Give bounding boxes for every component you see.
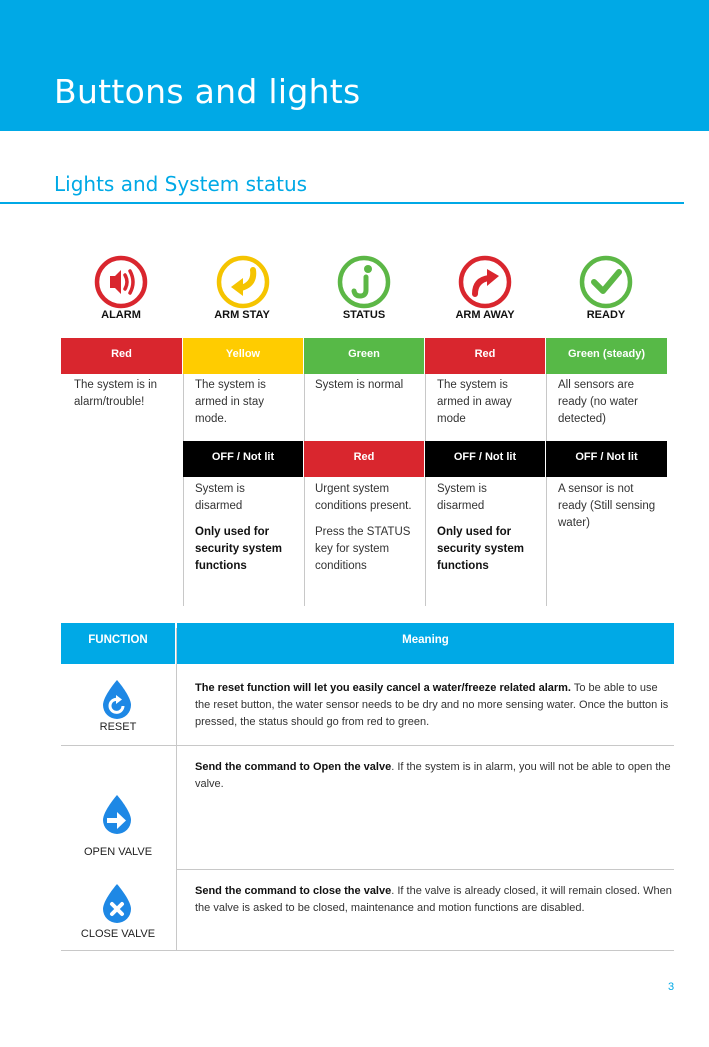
- reset-meaning-text: To be able to use the reset button, the water sensor needs to be dry and no more sensing water. Once the button is pressed, the status should go from red to green.: [195, 682, 669, 728]
- desc-text: Urgent system conditions present.: [315, 483, 412, 512]
- desc-status-green: System is normal: [315, 379, 404, 391]
- indicator-label-arm-stay: ARM STAY: [214, 309, 270, 321]
- ready-icon: [578, 254, 634, 310]
- column-divider: [183, 374, 184, 441]
- page-title: Buttons and lights: [54, 72, 361, 111]
- column-divider: [304, 374, 305, 441]
- column-divider: [425, 374, 426, 441]
- state-ready-green: Green (steady): [546, 338, 667, 374]
- row-divider: [176, 869, 674, 870]
- arm-away-icon: [457, 254, 513, 310]
- open-valve-drop-icon: [101, 794, 133, 834]
- desc-arm-stay-yellow: The system is armed in stay mode.: [195, 379, 266, 425]
- close-valve-label: CLOSE VALVE: [80, 928, 156, 940]
- section-divider: [0, 202, 684, 204]
- alarm-icon: [93, 254, 149, 310]
- open-valve-meaning: [195, 759, 675, 793]
- desc-ready-green: All sensors are ready (no water detected): [558, 379, 638, 425]
- indicator-label-alarm: ALARM: [101, 309, 141, 321]
- indicator-label-arm-away: ARM AWAY: [455, 309, 515, 321]
- close-valve-meaning: [195, 883, 675, 917]
- reset-meaning: [195, 680, 675, 731]
- indicator-label-status: STATUS: [342, 309, 386, 321]
- desc-ready-off: A sensor is not ready (Still sensing water): [558, 483, 656, 529]
- close-valve-meaning-bold: Send the command to close the valve: [195, 885, 392, 897]
- column-divider: [304, 477, 305, 606]
- desc-note: Press the STATUS key for system conditions: [315, 526, 411, 572]
- row-divider: [61, 745, 674, 746]
- state-alarm-red: Red: [61, 338, 182, 374]
- desc-arm-away-off: [437, 481, 537, 575]
- meaning-column-header: Meaning: [177, 623, 674, 664]
- arm-stay-icon: [215, 254, 271, 310]
- open-valve-meaning-text: . If the system is in alarm, you will not be able to open the valve.: [195, 761, 671, 790]
- desc-text: System is disarmed: [195, 483, 245, 512]
- close-valve-drop-icon: [101, 883, 133, 923]
- desc-arm-away-red: The system is armed in away mode: [437, 379, 512, 425]
- open-valve-label: OPEN VALVE: [83, 846, 153, 858]
- close-valve-meaning-text: . If the valve is already closed, it will remain closed. When the valve is asked to be closed, maintenance and motion functions are disabled.: [195, 885, 672, 914]
- state-arm-away-red: Red: [425, 338, 545, 374]
- page-number: 3: [668, 981, 675, 993]
- function-column-header: FUNCTION: [61, 623, 175, 664]
- function-table-divider: [176, 628, 177, 951]
- column-divider: [546, 374, 547, 441]
- state-arm-stay-off: OFF / Not lit: [183, 441, 303, 477]
- status-icon: [336, 254, 392, 310]
- state-arm-stay-yellow: Yellow: [183, 338, 303, 374]
- state-status-green: Green: [304, 338, 424, 374]
- reset-label: RESET: [99, 721, 137, 733]
- column-divider: [546, 477, 547, 606]
- row-divider: [61, 950, 674, 951]
- desc-note: Only used for security system functions: [195, 526, 282, 572]
- desc-alarm-red: The system is in alarm/trouble!: [74, 379, 158, 408]
- column-divider: [183, 477, 184, 606]
- open-valve-meaning-bold: Send the command to Open the valve: [195, 761, 392, 773]
- column-divider: [425, 477, 426, 606]
- desc-text: System is disarmed: [437, 483, 487, 512]
- state-arm-away-off: OFF / Not lit: [425, 441, 545, 477]
- desc-arm-stay-off: [195, 481, 295, 575]
- desc-note: Only used for security system functions: [437, 526, 524, 572]
- reset-drop-icon: [101, 679, 133, 719]
- state-status-red: Red: [304, 441, 424, 477]
- state-ready-off: OFF / Not lit: [546, 441, 667, 477]
- section-title: Lights and System status: [54, 172, 308, 196]
- indicator-label-ready: READY: [586, 309, 626, 321]
- reset-meaning-bold: The reset function will let you easily cancel a water/freeze related alarm.: [195, 682, 571, 694]
- desc-status-red: [315, 481, 415, 575]
- page-header: [0, 0, 709, 131]
